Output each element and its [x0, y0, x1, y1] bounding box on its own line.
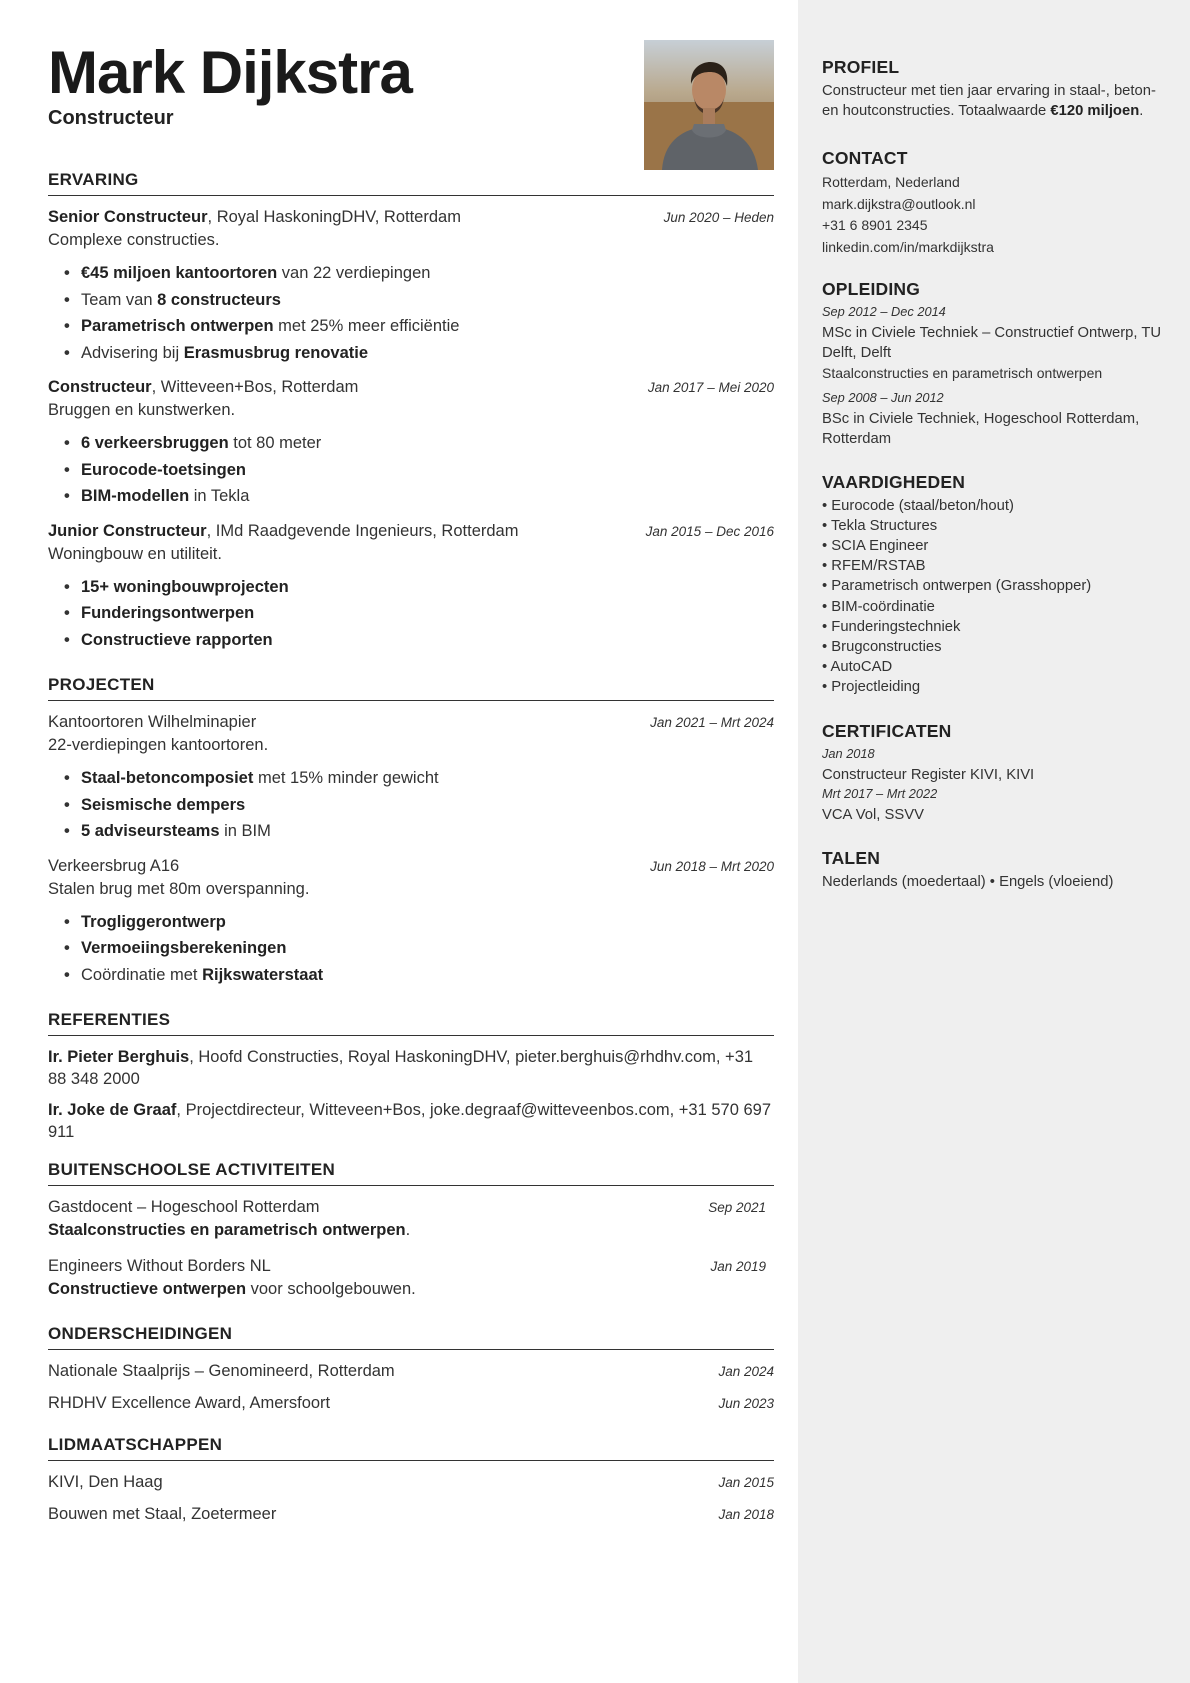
education-section [822, 278, 1168, 449]
education-date: Sep 2008 – Jun 2012 [822, 389, 944, 405]
project-name: Kantoortoren Wilhelminapier [48, 713, 257, 731]
profile-text: Constructeur met tien jaar ervaring in staal-, beton- en houtconstructies. Totaalwaarde €120 miljoen. [822, 83, 1156, 119]
profile-section [822, 56, 1168, 121]
skill-item: • Tekla Structures [822, 517, 938, 534]
activity-desc: Staalconstructies en parametrisch ontwerpen. [48, 1221, 411, 1239]
bullet-item: • Team van 8 constructeurs [64, 287, 774, 314]
bullet-item: • Funderingsontwerpen [64, 600, 774, 627]
sidebar-title-certificates: CERTIFICATEN [822, 720, 952, 741]
award-name: RHDHV Excellence Award, Amersfoort [48, 1394, 331, 1412]
awards-section [48, 1324, 774, 1415]
experience-item [48, 206, 774, 366]
skills-list [822, 496, 1168, 698]
contact-location: Rotterdam, Nederland [822, 174, 960, 190]
certificate-name: VCA Vol, SSVV [822, 806, 924, 823]
experience-bullets [48, 260, 774, 366]
experience-item [48, 376, 774, 510]
bullet-item: • Constructieve rapporten [64, 627, 774, 654]
section-title-activities: BUITENSCHOOLSE ACTIVITEITEN [48, 1160, 774, 1186]
experience-section [48, 170, 774, 653]
sidebar-title-contact: CONTACT [822, 148, 908, 168]
experience-role-line: Constructeur, Witteveen+Bos, Rotterdam [48, 378, 359, 396]
skill-item: • RFEM/RSTAB [822, 558, 926, 575]
project-bullets [48, 765, 774, 845]
membership-date: Jan 2015 [718, 1475, 774, 1490]
bullet-item: • BIM-modellen in Tekla [64, 483, 774, 510]
activity-item [48, 1255, 774, 1300]
sidebar-title-education: OPLEIDING [822, 279, 921, 299]
languages-text: Nederlands (moedertaal) • Engels (vloeiend) [822, 873, 1114, 890]
membership-date: Jan 2018 [718, 1507, 774, 1522]
experience-bullets [48, 574, 774, 654]
certificate-name: Constructeur Register KIVI, KIVI [822, 766, 1035, 783]
section-title-experience: ERVARING [48, 170, 774, 196]
memberships-section [48, 1435, 774, 1526]
activity-name: Engineers Without Borders NL [48, 1257, 271, 1275]
education-degree: BSc in Civiele Techniek, Hogeschool Rotterdam, Rotterdam [822, 410, 1140, 447]
award-date: Jun 2023 [718, 1396, 774, 1411]
main-column [48, 40, 774, 1526]
section-title-memberships: LIDMAATSCHAPPEN [48, 1435, 774, 1461]
bullet-item: • 15+ woningbouwprojecten [64, 574, 774, 601]
section-title-references: REFERENTIES [48, 1010, 774, 1036]
activity-item [48, 1196, 774, 1241]
bullet-item: • Eurocode-toetsingen [64, 457, 774, 484]
skill-item: • Projectleiding [822, 679, 921, 696]
education-date: Sep 2012 – Dec 2014 [822, 304, 946, 319]
experience-desc: Woningbouw en utiliteit. [48, 544, 222, 563]
skill-item: • Parametrisch ontwerpen (Grasshopper) [822, 578, 1092, 595]
award-date: Jan 2024 [718, 1364, 774, 1379]
project-desc: Stalen brug met 80m overspanning. [48, 879, 310, 898]
skill-item: • Eurocode (staal/beton/hout) [822, 497, 1014, 514]
candidate-name: Mark Dijkstra [48, 39, 412, 106]
project-bullets [48, 909, 774, 989]
bullet-item: • Trogliggerontwerp [64, 909, 774, 936]
bullet-item: • Staal-betoncomposiet met 15% minder gewicht [64, 765, 774, 792]
section-title-awards: ONDERSCHEIDINGEN [48, 1324, 774, 1350]
experience-desc: Bruggen en kunstwerken. [48, 401, 236, 419]
references-section [48, 1010, 774, 1143]
certificates-section [822, 720, 1168, 825]
contact-linkedin[interactable]: linkedin.com/in/markdijkstra [822, 238, 994, 255]
section-title-projects: PROJECTEN [48, 675, 774, 701]
experience-desc: Complexe constructies. [48, 231, 220, 249]
activity-date: Jan 2019 [710, 1259, 766, 1274]
education-note: Staalconstructies en parametrisch ontwerpen [822, 365, 1103, 381]
certificate-date: Jan 2018 [822, 745, 875, 761]
bullet-item: • Seismische dempers [64, 792, 774, 819]
activities-section [48, 1160, 774, 1300]
bullet-item: • 6 verkeersbruggen tot 80 meter [64, 430, 774, 457]
candidate-role: Constructeur [48, 107, 174, 129]
experience-date: Jun 2020 – Heden [663, 210, 774, 225]
project-name: Verkeersbrug A16 [48, 856, 180, 875]
membership-item [48, 1503, 774, 1526]
experience-date: Jan 2015 – Dec 2016 [645, 523, 774, 539]
activity-desc: Constructieve ontwerpen voor schoolgebouwen. [48, 1280, 416, 1298]
contact-phone: +31 6 8901 2345 [822, 217, 928, 233]
bullet-item: • Vermoeiingsberekeningen [64, 935, 774, 962]
award-item [48, 1392, 774, 1415]
award-item [48, 1360, 774, 1383]
certificate-date: Mrt 2017 – Mrt 2022 [822, 785, 938, 801]
membership-name: KIVI, Den Haag [48, 1473, 163, 1491]
project-item [48, 711, 774, 845]
activity-name: Gastdocent – Hogeschool Rotterdam [48, 1198, 320, 1216]
reference-item: Ir. Joke de Graaf, Projectdirecteur, Witteveen+Bos, joke.degraaf@witteveenbos.com, +31 570 697 911 [48, 1101, 771, 1141]
experience-date: Jan 2017 – Mei 2020 [647, 380, 774, 395]
skill-item: • SCIA Engineer [822, 537, 929, 554]
award-name: Nationale Staalprijs – Genomineerd, Rotterdam [48, 1362, 395, 1380]
bullet-item: • Coördinatie met Rijkswaterstaat [64, 962, 774, 989]
skills-section [822, 471, 1168, 698]
skill-item: • BIM-coördinatie [822, 598, 935, 615]
project-date: Jan 2021 – Mrt 2024 [650, 715, 774, 730]
bullet-item: • 5 adviseursteams in BIM [64, 818, 774, 845]
project-date: Jun 2018 – Mrt 2020 [650, 858, 774, 874]
contact-section [822, 147, 1168, 258]
experience-role-line: Junior Constructeur, IMd Raadgevende Ingenieurs, Rotterdam [48, 521, 519, 540]
bullet-item: • €45 miljoen kantoortoren van 22 verdiepingen [64, 260, 774, 287]
header [48, 40, 774, 130]
skill-item: • Brugconstructies [822, 638, 942, 655]
sidebar-title-skills: VAARDIGHEDEN [822, 471, 966, 492]
languages-section [822, 847, 1168, 892]
education-degree: MSc in Civiele Techniek – Constructief Ontwerp, TU Delft, Delft [822, 325, 1162, 361]
experience-item [48, 520, 774, 654]
membership-item [48, 1471, 774, 1494]
project-item [48, 855, 774, 989]
sidebar [798, 0, 1190, 1683]
bullet-item: • Parametrisch ontwerpen met 25% meer efficiëntie [64, 313, 774, 340]
profile-photo [644, 40, 774, 170]
projects-section [48, 675, 774, 988]
experience-role-line: Senior Constructeur, Royal HaskoningDHV, Rotterdam [48, 208, 461, 226]
profile-photo-image [644, 40, 774, 170]
membership-name: Bouwen met Staal, Zoetermeer [48, 1505, 277, 1523]
sidebar-title-languages: TALEN [822, 847, 881, 868]
sidebar-title-profile: PROFIEL [822, 57, 900, 77]
bullet-item: • Advisering bij Erasmusbrug renovatie [64, 340, 774, 367]
contact-email[interactable]: mark.dijkstra@outlook.nl [822, 195, 976, 212]
activity-date: Sep 2021 [708, 1200, 766, 1215]
reference-item: Ir. Pieter Berghuis, Hoofd Constructies, Royal HaskoningDHV, pieter.berghuis@rhdhv.com, +31 88 348 2000 [48, 1048, 754, 1088]
experience-bullets [48, 430, 774, 510]
skill-item: • AutoCAD [822, 659, 893, 676]
skill-item: • Funderingstechniek [822, 618, 961, 635]
project-desc: 22-verdiepingen kantoortoren. [48, 736, 269, 754]
